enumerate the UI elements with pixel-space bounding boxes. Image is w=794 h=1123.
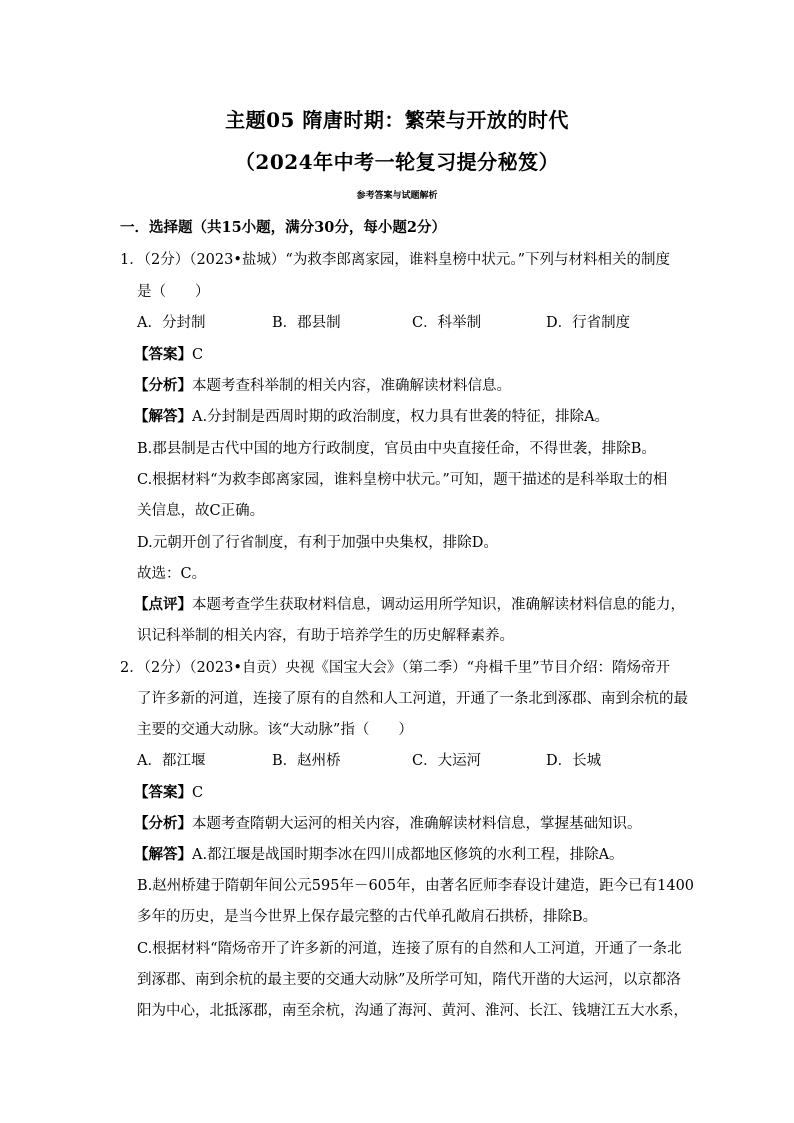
q2-option-c: C．大运河 (412, 753, 482, 769)
page-subtitle: （2024年中考一轮复习提分秘笈） (234, 150, 560, 174)
q1-option-a: A．分封制 (137, 315, 206, 331)
q1-analysis (134, 374, 511, 395)
q2-solution-c-line-1: C.根据材料“隋炀帝开了许多新的河道，连接了原有的自然和人工河道，开通了一条北 (137, 941, 682, 957)
q1-solution-c-line-1: C.根据材料“为救李郎离家园，谁料皇榜中状元。”可知，题干描述的是科举取士的相 (137, 472, 668, 488)
q1-answer (134, 343, 203, 364)
answer-value: C (192, 785, 204, 801)
q1-option-d: D．行省制度 (546, 315, 631, 331)
comment-text: 本题考查学生获取材料信息，调动运用所学知识，准确解读材料信息的能力， (192, 597, 685, 613)
q1-stem-line-2: 是（ ） (137, 284, 210, 300)
analysis-text: 本题考查科举制的相关内容，准确解读材料信息。 (192, 378, 511, 394)
answer-tag: 【答案】 (134, 346, 192, 363)
q1-option-c: C．科举制 (412, 315, 482, 331)
q2-stem-line-3: 主要的交通大动脉。该“大动脉”指（ ） (137, 722, 413, 738)
q2-solution-c-line-2: 到涿郡、南到余杭的最主要的交通大动脉”及所学可知，隋代开凿的大运河，以京都洛 (137, 972, 681, 988)
q1-solution-b: B.郡县制是古代中国的地方行政制度，官员由中央直接任命，不得世袭，排除B。 (137, 441, 656, 457)
analysis-text: 本题考查隋朝大运河的相关内容，准确解读材料信息，掌握基础知识。 (192, 816, 642, 832)
q1-comment-line-1 (134, 593, 685, 614)
solution-text: A.分封制是西周时期的政治制度，权力具有世袭的特征，排除A。 (192, 409, 610, 425)
analysis-tag: 【分析】 (134, 815, 192, 832)
q2-stem-line-1: 2．（2分）（2023•自贡）央视《国宝大会》（第二季）“舟楫千里”节目介绍：隋炀帝开 (120, 660, 670, 676)
answer-note: 参考答案与试题解析 (356, 191, 438, 201)
q2-solution-a (134, 843, 624, 864)
comment-tag: 【点评】 (134, 596, 192, 613)
q2-solution-b-line-2: 多年的历史，是当今世界上保存最完整的古代单孔敞肩石拱桥，排除B。 (137, 909, 598, 925)
answer-tag: 【答案】 (134, 784, 192, 801)
section-heading: 一．选择题（共15小题，满分30分，每小题2分） (120, 219, 446, 236)
q1-solution-c-line-2: 关信息，故C正确。 (137, 503, 265, 519)
q1-choose: 故选：C。 (137, 566, 207, 582)
q1-solution-d: D.元朝开创了行省制度，有利于加强中央集权，排除D。 (137, 535, 498, 551)
q2-option-a: A．都江堰 (137, 753, 206, 769)
q1-comment-line-2: 识记科举制的相关内容，有助于培养学生的历史解释素养。 (137, 628, 514, 644)
q2-solution-b-line-1: B.赵州桥建于隋朝年间公元595年－605年，由著名匠师李春设计建造，距今已有1400 (137, 878, 695, 894)
q2-solution-c-line-3: 阳为中心，北抵涿郡，南至余杭，沟通了海河、黄河、淮河、长江、钱塘江五大水系， (137, 1003, 688, 1019)
solution-tag: 【解答】 (134, 846, 192, 863)
q1-stem-line-1: 1．（2分）（2023•盐城）“为救李郎离家园，谁料皇榜中状元。”下列与材料相关的制度 (120, 252, 670, 268)
q2-option-d: D．长城 (546, 753, 602, 769)
q1-solution-a (134, 405, 609, 426)
answer-value: C (192, 347, 204, 363)
page-title: 主题05 隋唐时期：繁荣与开放的时代 (225, 108, 569, 132)
q2-option-b: B．赵州桥 (272, 753, 341, 769)
q1-option-b: B．郡县制 (272, 315, 341, 331)
q2-answer (134, 781, 203, 802)
q2-stem-line-2: 了许多新的河道，连接了原有的自然和人工河道，开通了一条北到涿郡、南到余杭的最 (137, 691, 688, 707)
q2-analysis (134, 812, 642, 833)
analysis-tag: 【分析】 (134, 377, 192, 394)
solution-tag: 【解答】 (134, 408, 192, 425)
solution-text: A.都江堰是战国时期李冰在四川成都地区修筑的水利工程，排除A。 (192, 847, 624, 863)
